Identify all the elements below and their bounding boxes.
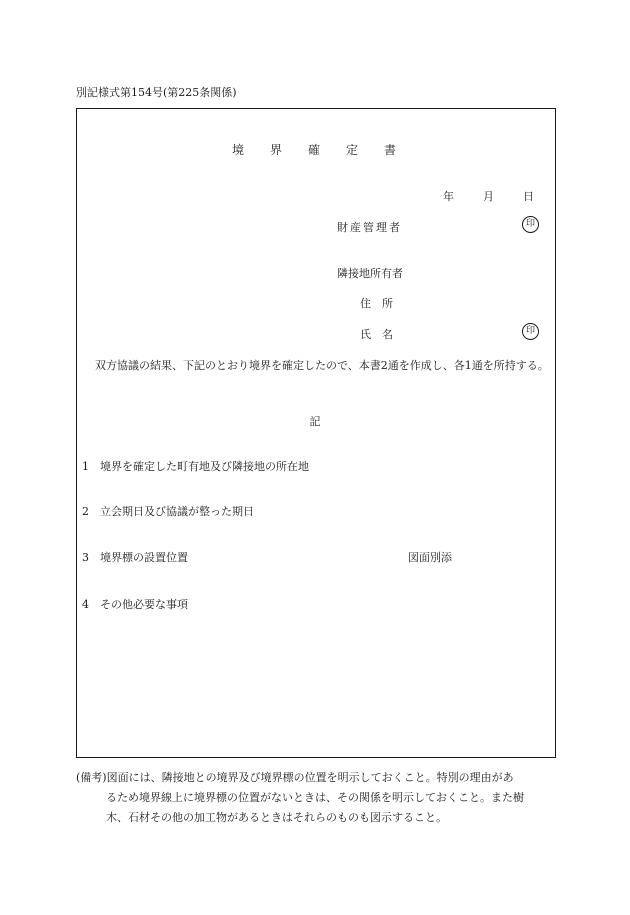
name-label: 氏 名 [360,328,393,341]
item-number: 3 [82,551,89,564]
item-number: 1 [82,460,89,473]
document-frame [76,108,556,758]
item-text: 境界を確定した町有地及び隣接地の所在地 [100,460,309,473]
item-number: 2 [82,505,89,518]
remarks-line-3: 木、石材その他の加工物があるときはそれらのものも図示すること。 [106,811,447,824]
document-title: 境界確定書 [231,143,422,157]
drawing-attached-note: 図面別添 [408,551,452,564]
date-day-label: 日 [523,190,534,203]
item-text: 境界標の設置位置 [100,551,188,564]
remarks-note [76,768,556,828]
address-label: 住 所 [360,297,393,310]
item-text: 立会期日及び協議が整った期日 [100,505,254,518]
property-manager-label: 財産管理者 [337,221,402,234]
seal-mark-owner: 印 [522,323,539,340]
list-item [82,503,254,519]
list-item [82,549,188,565]
date-month-label: 月 [483,190,494,203]
date-line [443,188,534,204]
item-number: 4 [82,598,89,611]
form-number-label: 別記様式第154号(第225条関係) [76,86,237,99]
ki-heading: 記 [309,415,321,428]
list-item [82,596,188,612]
neighbor-owner-label: 隣接地所有者 [337,267,403,280]
remarks-line-2: るため境界線上に境界標の位置がないときは、その関係を明示しておくこと。また樹 [106,791,524,804]
remarks-line-1: (備考)図面には、隣接地との境界及び境界標の位置を明示しておくこと。特別の理由があ [76,771,514,784]
item-text: その他必要な事項 [100,598,188,611]
seal-mark-manager: 印 [522,216,539,233]
agreement-paragraph: 双方協議の結果、下記のとおり境界を確定したので、本書2通を作成し、各1通を所持する。 [95,359,549,372]
date-year-label: 年 [443,190,454,203]
list-item [82,458,309,474]
